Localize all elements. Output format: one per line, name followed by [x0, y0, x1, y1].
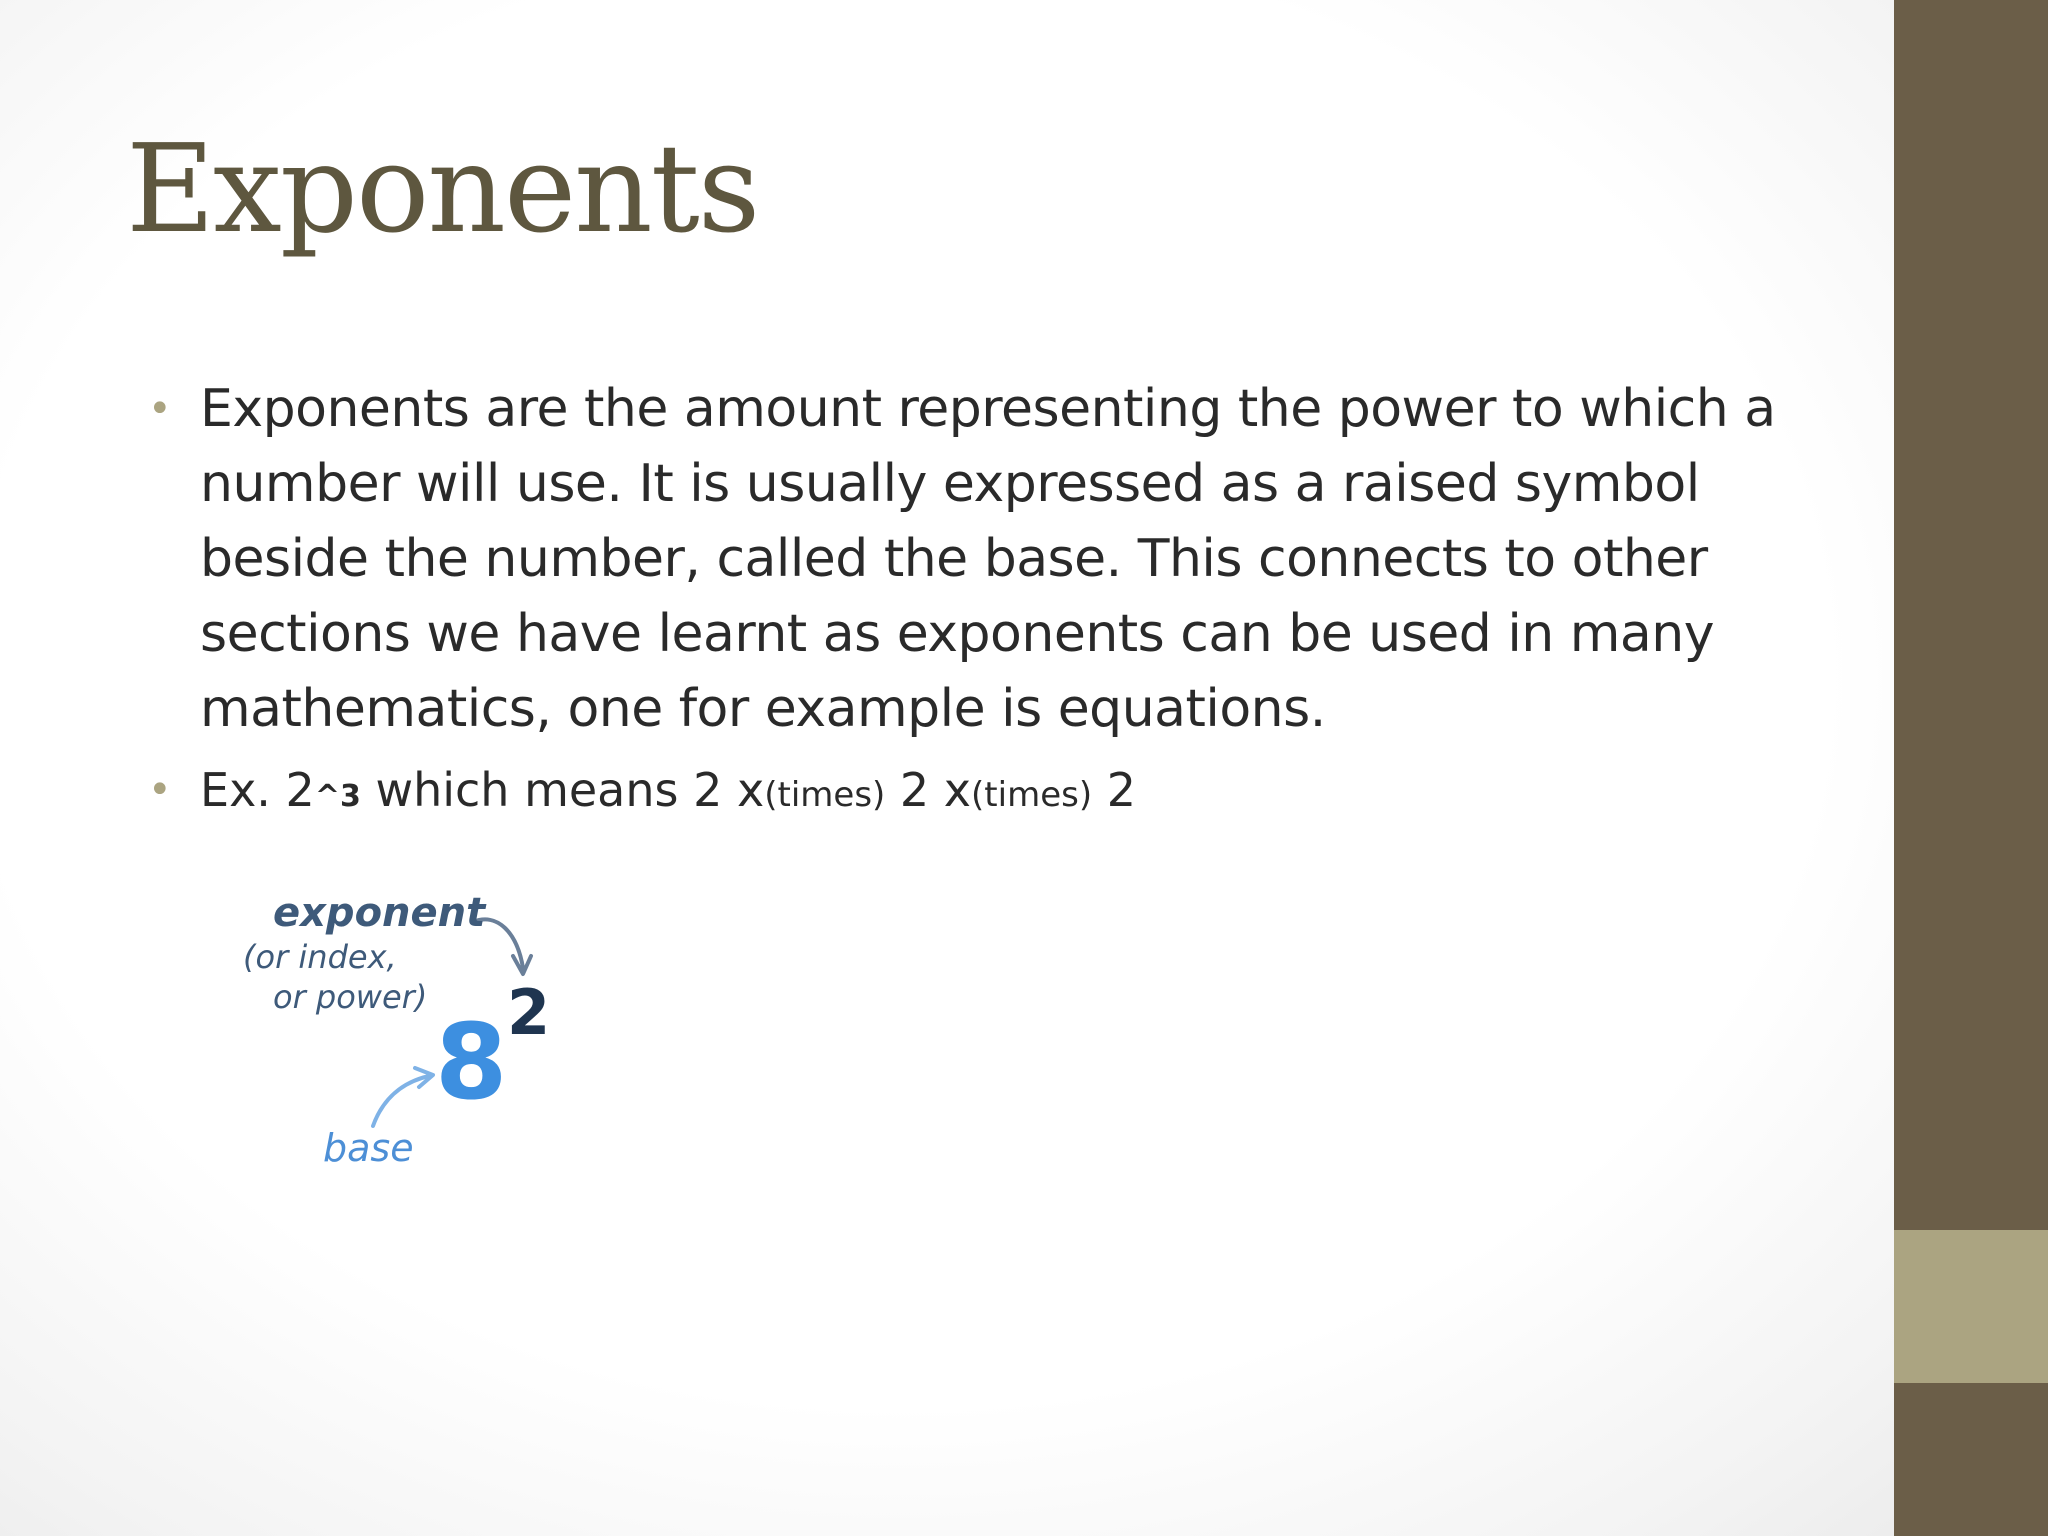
example-caret-exponent: ^3	[314, 779, 361, 814]
example-middle-1: which means 2 x	[360, 763, 765, 817]
bullet-item-definition	[148, 372, 1810, 747]
slide-title: Exponents	[126, 118, 759, 260]
bullet-marker: •	[148, 386, 172, 432]
bullet-item-example	[148, 759, 1810, 828]
bullet-list	[148, 372, 1810, 828]
example-prefix: Ex. 2	[200, 763, 315, 817]
exponent-label: exponent	[273, 890, 486, 936]
bullet-text: Exponents are the amount representing the power to which a number will use. It is usually expressed as a raised symbol beside the number, called the base. This connects to other sections we have learnt as exponents can be used in many mathematics, one for example is equations.	[200, 379, 1776, 739]
sidebar-accent-block	[1894, 1230, 2048, 1383]
exponent-number: 2	[507, 976, 551, 1049]
power-label: or power)	[273, 978, 428, 1016]
bullet-marker: •	[148, 767, 172, 813]
base-number: 8	[435, 1001, 508, 1123]
example-middle-2: 2 x	[885, 763, 972, 817]
example-times-2: (times)	[971, 775, 1093, 815]
index-label: (or index,	[243, 938, 397, 976]
example-suffix: 2	[1092, 763, 1136, 817]
exponent-diagram	[225, 870, 585, 1190]
example-times-1: (times)	[764, 775, 886, 815]
base-label: base	[323, 1126, 414, 1170]
